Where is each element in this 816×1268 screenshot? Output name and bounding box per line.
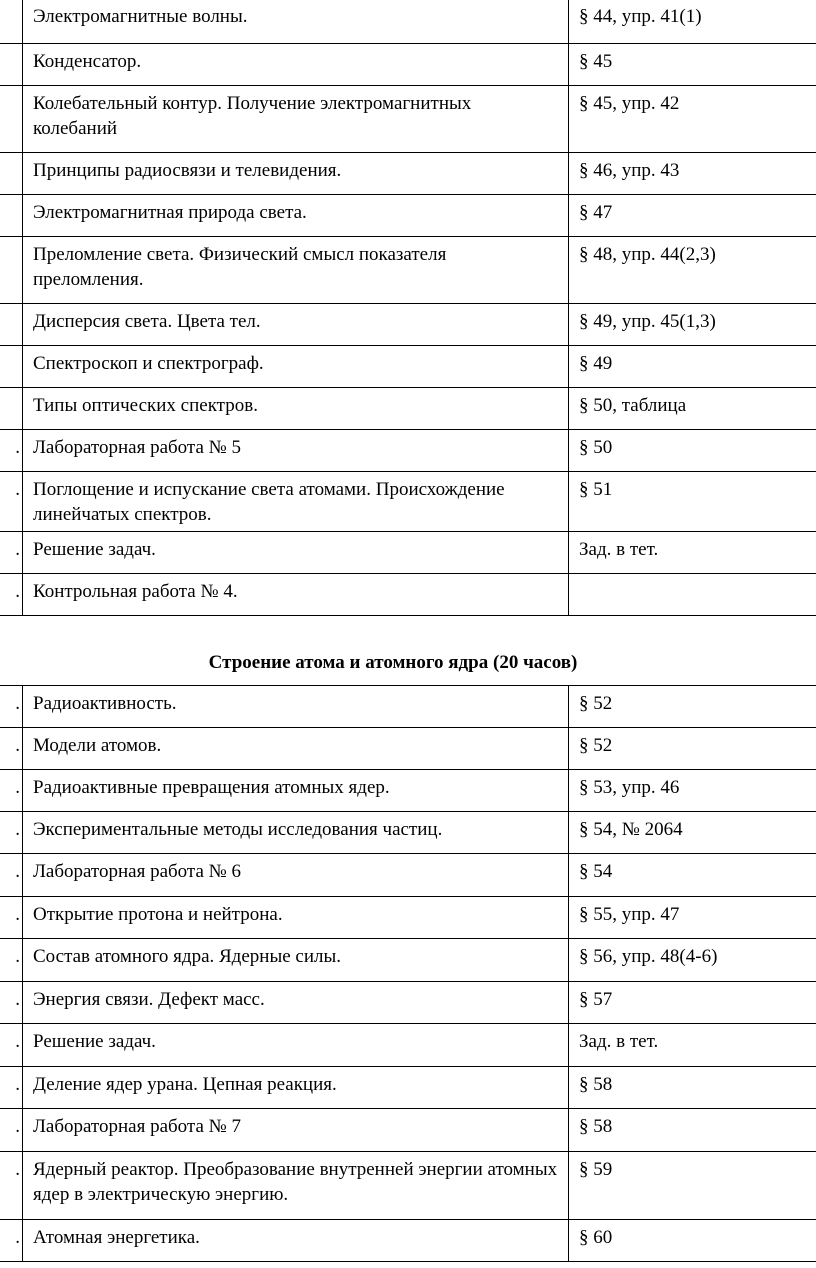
lesson-topic-cell: Состав атомного ядра. Ядерные силы. bbox=[23, 939, 569, 982]
table-row bbox=[0, 854, 816, 897]
row-number-cell: . bbox=[0, 1109, 23, 1152]
homework-cell: § 48, упр. 44(2,3) bbox=[569, 237, 816, 304]
table-row bbox=[0, 237, 816, 304]
lesson-topic-cell: Радиоактивность. bbox=[23, 686, 569, 728]
homework-cell: § 58 bbox=[569, 1067, 816, 1109]
homework-cell bbox=[569, 574, 816, 616]
lesson-topic-cell: Лабораторная работа № 6 bbox=[23, 854, 569, 897]
homework-cell: § 55, упр. 47 bbox=[569, 897, 816, 939]
table-row bbox=[0, 430, 816, 472]
lesson-topic-cell: Типы оптических спектров. bbox=[23, 388, 569, 430]
row-number-cell: . bbox=[0, 686, 23, 728]
table-row bbox=[0, 982, 816, 1024]
lesson-topic-cell: Контрольная работа № 4. bbox=[23, 574, 569, 616]
table-row bbox=[0, 1067, 816, 1109]
row-number-cell: . bbox=[0, 812, 23, 854]
table-row bbox=[0, 304, 816, 346]
homework-cell: § 53, упр. 46 bbox=[569, 770, 816, 812]
row-number-cell: . bbox=[0, 1152, 23, 1220]
lesson-topic-cell: Деление ядер урана. Цепная реакция. bbox=[23, 1067, 569, 1109]
table-row bbox=[0, 686, 816, 728]
lesson-topic-cell: Преломление света. Физический смысл показателя преломления. bbox=[23, 237, 569, 304]
lesson-plan-table-1-body bbox=[0, 0, 816, 616]
homework-cell: § 60 bbox=[569, 1220, 816, 1262]
table-row bbox=[0, 1152, 816, 1220]
lesson-topic-cell: Лабораторная работа № 7 bbox=[23, 1109, 569, 1152]
homework-cell: § 49, упр. 45(1,3) bbox=[569, 304, 816, 346]
row-number-cell: . bbox=[0, 574, 23, 616]
table-row bbox=[0, 939, 816, 982]
row-number-cell: . bbox=[0, 854, 23, 897]
lesson-plan-table-2 bbox=[0, 685, 816, 1262]
homework-cell: § 50 bbox=[569, 430, 816, 472]
homework-cell: § 45 bbox=[569, 44, 816, 86]
table-row bbox=[0, 0, 816, 44]
section-heading: Строение атома и атомного ядра (20 часов) bbox=[208, 652, 578, 673]
table-row bbox=[0, 812, 816, 854]
homework-cell: § 57 bbox=[569, 982, 816, 1024]
lesson-topic-cell: Открытие протона и нейтрона. bbox=[23, 897, 569, 939]
table-row bbox=[0, 86, 816, 153]
lesson-topic-cell: Решение задач. bbox=[23, 1024, 569, 1067]
row-number-cell: . bbox=[0, 1220, 23, 1262]
homework-cell: § 56, упр. 48(4-6) bbox=[569, 939, 816, 982]
lesson-topic-cell: Поглощение и испускание света атомами. Происхождение линейчатых спектров. bbox=[23, 472, 569, 532]
homework-cell: § 44, упр. 41(1) bbox=[569, 0, 816, 44]
row-number-cell bbox=[0, 153, 23, 195]
row-number-cell: . bbox=[0, 1024, 23, 1067]
homework-cell: § 45, упр. 42 bbox=[569, 86, 816, 153]
row-number-cell: . bbox=[0, 430, 23, 472]
homework-cell: § 49 bbox=[569, 346, 816, 388]
lesson-topic-cell: Энергия связи. Дефект масс. bbox=[23, 982, 569, 1024]
lesson-topic-cell: Дисперсия света. Цвета тел. bbox=[23, 304, 569, 346]
row-number-cell: . bbox=[0, 982, 23, 1024]
table-row bbox=[0, 472, 816, 532]
homework-cell: § 54, № 2064 bbox=[569, 812, 816, 854]
lesson-plan-table-2-body bbox=[0, 686, 816, 1262]
table-row bbox=[0, 195, 816, 237]
row-number-cell bbox=[0, 346, 23, 388]
table-row bbox=[0, 346, 816, 388]
homework-cell: § 47 bbox=[569, 195, 816, 237]
table-row bbox=[0, 1024, 816, 1067]
homework-cell: Зад. в тет. bbox=[569, 532, 816, 574]
homework-cell: § 51 bbox=[569, 472, 816, 532]
homework-cell: § 52 bbox=[569, 686, 816, 728]
row-number-cell bbox=[0, 237, 23, 304]
row-number-cell: . bbox=[0, 728, 23, 770]
table-row bbox=[0, 1109, 816, 1152]
homework-cell: § 59 bbox=[569, 1152, 816, 1220]
lesson-plan-table-1 bbox=[0, 0, 816, 616]
lesson-topic-cell: Принципы радиосвязи и телевидения. bbox=[23, 153, 569, 195]
row-number-cell bbox=[0, 0, 23, 44]
lesson-topic-cell: Ядерный реактор. Преобразование внутренней энергии атомных ядер в электрическую энергию. bbox=[23, 1152, 569, 1220]
homework-cell: § 52 bbox=[569, 728, 816, 770]
row-number-cell bbox=[0, 195, 23, 237]
lesson-topic-cell: Атомная энергетика. bbox=[23, 1220, 569, 1262]
lesson-topic-cell: Спектроскоп и спектрограф. bbox=[23, 346, 569, 388]
row-number-cell: . bbox=[0, 897, 23, 939]
table-row bbox=[0, 532, 816, 574]
row-number-cell: . bbox=[0, 532, 23, 574]
lesson-topic-cell: Экспериментальные методы исследования частиц. bbox=[23, 812, 569, 854]
lesson-topic-cell: Конденсатор. bbox=[23, 44, 569, 86]
table-row bbox=[0, 770, 816, 812]
row-number-cell: . bbox=[0, 770, 23, 812]
homework-cell: Зад. в тет. bbox=[569, 1024, 816, 1067]
lesson-topic-cell: Электромагнитная природа света. bbox=[23, 195, 569, 237]
lesson-topic-cell: Радиоактивные превращения атомных ядер. bbox=[23, 770, 569, 812]
table-row bbox=[0, 728, 816, 770]
homework-cell: § 58 bbox=[569, 1109, 816, 1152]
table-row bbox=[0, 1220, 816, 1262]
homework-cell: § 54 bbox=[569, 854, 816, 897]
homework-cell: § 46, упр. 43 bbox=[569, 153, 816, 195]
row-number-cell: . bbox=[0, 1067, 23, 1109]
lesson-topic-cell: Модели атомов. bbox=[23, 728, 569, 770]
lesson-topic-cell: Колебательный контур. Получение электромагнитных колебаний bbox=[23, 86, 569, 153]
row-number-cell: . bbox=[0, 472, 23, 532]
table-row bbox=[0, 388, 816, 430]
row-number-cell bbox=[0, 304, 23, 346]
row-number-cell: . bbox=[0, 939, 23, 982]
lesson-topic-cell: Лабораторная работа № 5 bbox=[23, 430, 569, 472]
table-row bbox=[0, 44, 816, 86]
row-number-cell bbox=[0, 44, 23, 86]
lesson-topic-cell: Решение задач. bbox=[23, 532, 569, 574]
lesson-topic-cell: Электромагнитные волны. bbox=[23, 0, 569, 44]
row-number-cell bbox=[0, 86, 23, 153]
table-row bbox=[0, 153, 816, 195]
homework-cell: § 50, таблица bbox=[569, 388, 816, 430]
table-row bbox=[0, 574, 816, 616]
table-row bbox=[0, 897, 816, 939]
row-number-cell bbox=[0, 388, 23, 430]
